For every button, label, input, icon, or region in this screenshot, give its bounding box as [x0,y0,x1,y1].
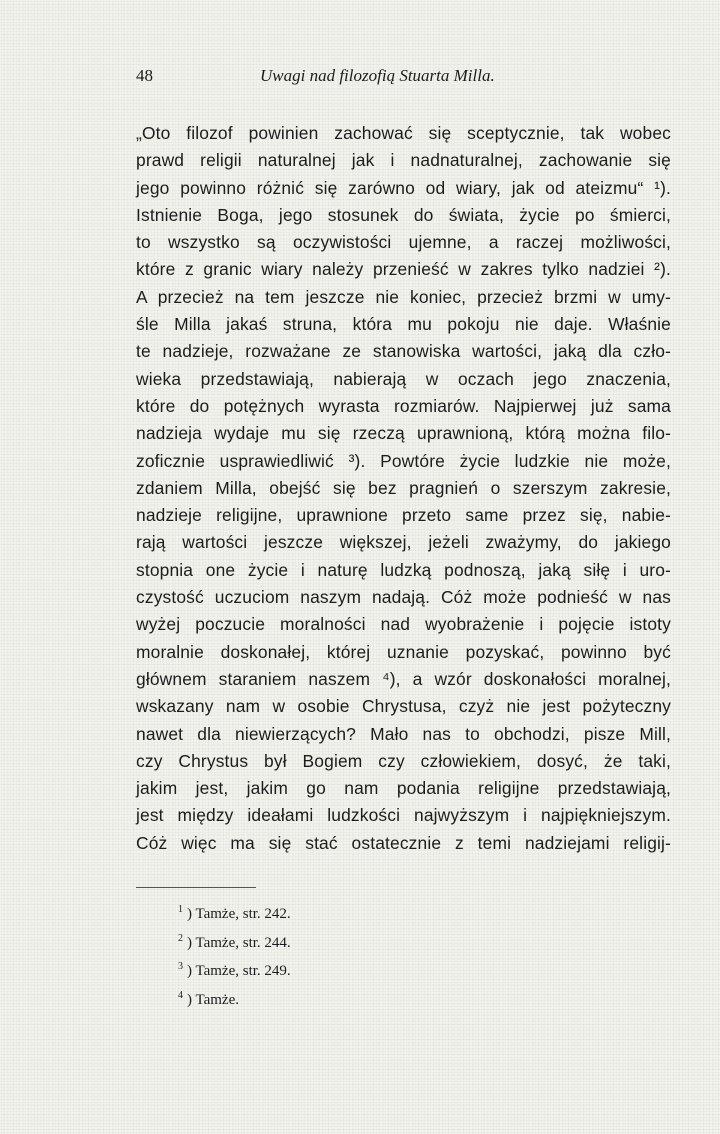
text-line: nawet dla niewierzących? Mało nas to obchodzi, pisze Mill, [136,723,671,744]
footnote-mark: 1 [178,904,183,915]
text-line: nadzieja wydaje mu się rzeczą uprawnioną, którą można filo- [136,423,671,444]
footnote-mark: 4 [178,989,183,1001]
footnote-mark: 2 [178,932,183,944]
footnote-text: ) Tamże, str. 249. [187,963,291,979]
text-line: „Oto filozof powinien zachować się sceptycznie, tak wobec [136,123,671,143]
text-line: to wszystko są oczywistości ujemne, a raczej możliwości, [136,232,671,253]
text-line: wieka przedstawiają, nabierają w oczach jego znaczenia, [136,368,671,389]
text-line: rają wartości jeszcze większej, jeżeli zważymy, do jakiego [136,532,671,553]
text-line: jest między ideałami ludzkości najwyższym i najpiękniejszym. [136,805,671,826]
footnote-1 [178,898,291,927]
footnote-divider [136,887,256,888]
text-line: A przecież na tem jeszcze nie koniec, przecież brzmi w umy- [136,286,671,307]
footnote-text: ) Tamże, str. 244. [187,934,291,951]
text-line: czystość uczuciom naszym nadają. Cóż może podnieść w nas [136,587,671,608]
footnote-4 [178,984,291,1013]
text-line: jego powinno różnić się zarówno od wiary, jak od ateizmu“ ¹). [136,177,671,198]
text-line: głównem staraniem naszem ⁴), a wzór doskonałości moralnej, [136,668,671,689]
text-line: Istnienie Boga, jego stosunek do świata, życie po śmierci, [136,204,671,225]
running-title: Uwagi nad filozofią Stuarta Milla. [260,66,495,85]
page-number: 48 [136,66,153,85]
text-line: czy Chrystus był Bogiem czy człowiekiem, dosyć, że taki, [136,750,671,771]
text-line: jakim jest, jakim go nam podania religijne przedstawiają, [136,778,671,799]
text-line: Cóż więc ma się stać ostatecznie z temi nadziejami religij- [136,832,671,853]
footnote-text: ) Tamże. [187,991,239,1008]
text-line: nadzieje religijne, uprawnione przeto same przez się, nabie- [136,505,671,526]
text-line: które z granic wiary należy przenieść w zakres tylko nadziei ²). [136,259,671,280]
text-line: wskazany nam w osobie Chrystusa, czyż nie jest pożyteczny [136,696,671,717]
footnote-3 [178,955,291,984]
text-line: prawd religii naturalnej jak i nadnaturalnej, zachowanie się [136,150,671,171]
page-header [136,66,668,88]
text-line: zdaniem Milla, obejść się bez pragnień o szerszym zakresie, [136,477,671,498]
text-line: te nadzieje, rozważane ze stanowiska wartości, jaką dla czło- [136,341,671,362]
text-line: moralnie doskonałej, której uznanie pozyskać, powinno być [136,641,671,662]
footnote-mark: 3 [178,961,183,972]
body-text [136,120,671,857]
text-line: śle Milla jakaś struna, która mu pokoju nie daje. Właśnie [136,314,671,335]
text-line: stopnia one życie i naturę ludzką podnoszą, jaką siłę i uro- [136,559,671,580]
footnote-2 [178,927,291,956]
text-line: zoficznie usprawiedliwić ³). Powtóre życie ludzkie nie może, [136,450,671,471]
footnotes [178,898,291,1012]
text-line: które do potężnych wyrasta rozmiarów. Najpierwej już sama [136,395,671,416]
footnote-text: ) Tamże, str. 242. [187,906,291,922]
text-line: wyżej poczucie moralności nad wyobrażenie i pojęcie istoty [136,614,671,635]
